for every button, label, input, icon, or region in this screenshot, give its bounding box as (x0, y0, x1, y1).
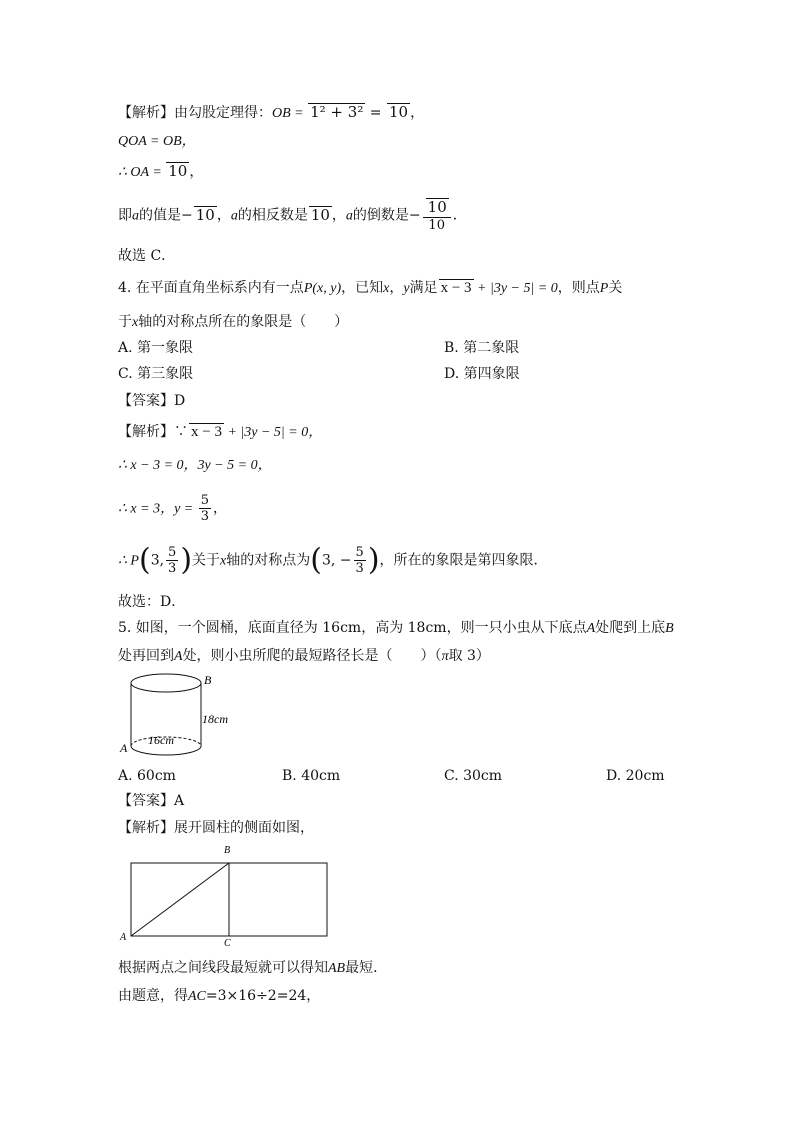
radicand: 10 (427, 198, 447, 216)
text: ，所在的象限是第四象限． (379, 552, 548, 569)
sqrt-2 (387, 103, 410, 121)
cylinder-figure (116, 668, 246, 758)
paren-close: ) (180, 542, 193, 578)
point-p: ∴ P (118, 553, 139, 569)
label-height: 18cm (202, 712, 228, 726)
numerator (423, 198, 451, 218)
fraction (354, 545, 366, 576)
punct: ， (216, 207, 231, 224)
line-ab (131, 863, 229, 936)
text: 5. 如图，一个圆桶，底面直径为 16cm，高为 18cm，则一只小虫从下底点 (118, 620, 587, 636)
text: 于 (118, 314, 132, 330)
q5-solution-line3 (118, 986, 320, 1007)
q5-solution-line2 (118, 958, 387, 979)
punct: ， (410, 105, 425, 121)
point-b: B (665, 621, 674, 636)
sqrt-6 (426, 198, 449, 217)
fraction (199, 493, 211, 524)
q5-solution-line1: 【解析】展开圆柱的侧面如图， (118, 820, 314, 836)
text: 的相反数是 (237, 207, 308, 224)
label-b: B (204, 673, 212, 687)
numerator: 5 (355, 545, 364, 560)
q4-answer: 【答案】D (118, 393, 186, 409)
analysis3-line3 (118, 162, 203, 183)
text: 即 (118, 207, 132, 224)
analysis3-line4 (118, 198, 467, 233)
q5-option-c: C. 30cm (444, 768, 503, 784)
q5-line1 (118, 618, 674, 639)
segment-ab: AB (328, 961, 346, 976)
abs-expr: + |3y − 5| = 0， (223, 425, 323, 440)
text: 轴的对称点为 (226, 552, 311, 569)
radicand: x − 3 (191, 424, 222, 440)
denominator: 3 (168, 561, 177, 576)
label-a: A (120, 741, 128, 755)
var-p: P (599, 281, 609, 296)
q5-option-d: D. 20cm (606, 768, 665, 784)
pi-symbol: π (441, 649, 449, 664)
radicand: 10 (195, 205, 215, 224)
math-oa: ∴ OA = (118, 165, 166, 180)
q5-option-a: A. 60cm (118, 768, 176, 784)
text: 关 (608, 280, 623, 296)
coord: 3, − (321, 552, 352, 569)
text: 4. 在平面直角坐标系内有一点 (118, 280, 304, 296)
numerator: 5 (200, 493, 210, 508)
punct: ， (331, 207, 346, 224)
text: 处，则小虫所爬的最短路径长是（ ）（ (182, 648, 442, 664)
sqrt-3 (166, 162, 189, 180)
radicand: x − 3 (440, 280, 472, 296)
denominator: 3 (355, 561, 364, 576)
text: ， (389, 280, 404, 296)
paren-open: ( (138, 542, 151, 578)
radicand: 10 (388, 103, 409, 121)
var-x: x (220, 553, 227, 569)
q4-solution-line3 (118, 493, 227, 524)
numerator: 5 (168, 545, 177, 560)
label-b: B (224, 845, 231, 856)
text: 最短． (345, 960, 388, 976)
text: 处爬到上底 (595, 620, 666, 636)
text: 轴的对称点所在的象限是（ ） (138, 314, 349, 330)
point-p: P(x, y) (303, 281, 342, 296)
var-x: x (132, 315, 139, 330)
var-a: a (132, 208, 139, 224)
q4-solution-line4 (118, 542, 548, 578)
text: 关于 (192, 552, 221, 569)
q4-option-c: C. 第三象限 (118, 366, 194, 382)
q5-option-b: B. 40cm (282, 768, 341, 784)
point-a: A (586, 621, 596, 636)
text: 根据两点之间线段最短就可以得知 (118, 960, 328, 976)
math: ∴ x = 3，y = (118, 501, 197, 517)
analysis3-line1 (118, 103, 424, 124)
q5-answer: 【答案】A (118, 793, 185, 809)
denominator: 3 (200, 509, 210, 524)
text: 【解析】∵ (118, 424, 188, 440)
analysis3-line2: QOA = OB， (118, 134, 196, 149)
abs-expr: + |3y − 5| = 0 (473, 281, 558, 296)
denominator: 10 (428, 218, 445, 233)
label-a: A (120, 932, 127, 943)
radicand: 1² + 3² (310, 103, 364, 121)
point-a: A (174, 649, 183, 664)
minus: − (181, 207, 193, 224)
q4-solution-line2: ∴ x − 3 = 0，3y − 5 = 0， (118, 458, 272, 473)
var-a: a (345, 208, 353, 224)
text: =3×16÷2=24， (205, 988, 321, 1004)
coord: 3, (150, 552, 165, 569)
text: 的倒数是 (352, 207, 409, 224)
text: 满足 (409, 280, 438, 296)
q4-solution-line1 (118, 422, 322, 443)
text: 处再回到 (118, 648, 174, 664)
segment-ac: AC (188, 989, 206, 1004)
q4-line2 (118, 312, 348, 333)
sqrt-4 (194, 206, 217, 224)
var-a: a (230, 208, 238, 224)
radicand: 10 (310, 205, 330, 224)
var-x: x (383, 281, 390, 296)
q4-option-d: D. 第四象限 (444, 366, 520, 382)
sqrt-5 (309, 206, 332, 224)
punct: ， (189, 164, 204, 180)
q5-line2 (118, 646, 490, 667)
label-c: C (224, 938, 231, 949)
math-ob: OB = (272, 106, 308, 121)
paren-open: ( (310, 542, 322, 578)
unrolled-figure (116, 840, 346, 950)
paren-close: ) (367, 542, 380, 578)
text: 的值是 (139, 207, 181, 224)
q4-option-a: A. 第一象限 (118, 340, 194, 356)
punct: ， (213, 500, 228, 517)
analysis3-choice: 故选 C． (118, 248, 176, 264)
analysis-label: 【解析】由勾股定理得： (118, 105, 272, 121)
fraction (423, 198, 451, 233)
sqrt-s1 (189, 423, 224, 440)
cylinder-top-ellipse (131, 674, 201, 692)
text: ，则点 (557, 280, 600, 296)
label-diameter: 16cm (148, 733, 174, 747)
var-y: y (403, 281, 410, 296)
text: ，已知 (341, 280, 384, 296)
q4-line1 (118, 278, 622, 299)
text: 取 3） (448, 648, 490, 664)
text: 由题意，得 (118, 988, 188, 1004)
minus: − (408, 207, 421, 224)
punct: ． (452, 207, 467, 224)
equals: = (365, 105, 386, 121)
sqrt-1 (308, 103, 365, 121)
cylinder-bottom-front (131, 746, 201, 755)
fraction (166, 545, 178, 576)
radicand: 10 (168, 162, 188, 180)
q4-option-b: B. 第二象限 (444, 340, 520, 356)
q4-choice: 故选：D． (118, 594, 186, 610)
sqrt-q4 (439, 279, 474, 296)
